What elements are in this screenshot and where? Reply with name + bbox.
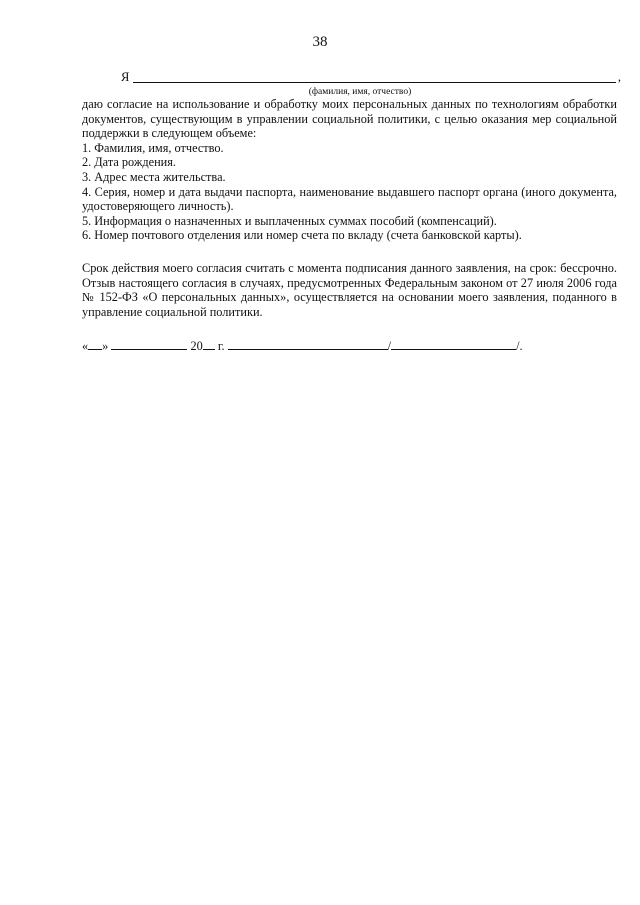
list-item: 1. Фамилия, имя, отчество. [82, 140, 224, 155]
signature-line [82, 338, 617, 354]
day-blank [88, 338, 102, 350]
list-item: 2. Дата рождения. [82, 155, 176, 170]
validity-paragraph: Срок действия моего согласия считать с момента подписания данного заявления, на срок: бессрочно. Отзыв настоящего согласия в случаях, предусмотренных Федеральным законом от 27 июля 2006 года № 152-ФЗ «О персональных данных», осуществляется на основании моего заявления, поданного в управление социальной политики. [82, 260, 617, 319]
month-blank [111, 338, 187, 350]
pronoun-label: Я [121, 70, 130, 84]
list-item: 6. Номер почтового отделения или номер счета по вкладу (счета банковской карты). [82, 228, 522, 243]
year-blank [203, 338, 215, 350]
signature-blank [228, 338, 388, 350]
date-open-quote: « [82, 339, 89, 354]
list-item: 5. Информация о назначенных и выплаченных суммах пособий (компенсаций). [82, 213, 497, 228]
year-suffix: г. [217, 339, 225, 354]
consent-body [82, 97, 617, 354]
list-item: 3. Адрес места жительства. [82, 169, 226, 184]
page-number: 38 [312, 34, 328, 50]
signature-decryption-blank [391, 338, 516, 350]
full-name-hint: (фамилия, имя, отчество) [308, 87, 412, 97]
year-prefix: 20 [190, 339, 203, 354]
name-line-comma: , [617, 70, 621, 84]
list-item: 4. Серия, номер и дата выдачи паспорта, наименование выдавшего паспорт органа (иного документа, удостоверяющего личность). [82, 184, 617, 214]
consent-paragraph: даю согласие на использование и обработку моих персональных данных по технологиям обработки документов, существующим в управлении социальной политики, с целью оказания мер социальной поддержки в следующем объеме: [82, 97, 617, 141]
signature-end: /. [516, 339, 523, 354]
date-close-quote: » [102, 339, 109, 354]
signature-slash: / [387, 339, 392, 354]
full-name-blank [133, 70, 616, 83]
full-name-field [121, 70, 621, 85]
